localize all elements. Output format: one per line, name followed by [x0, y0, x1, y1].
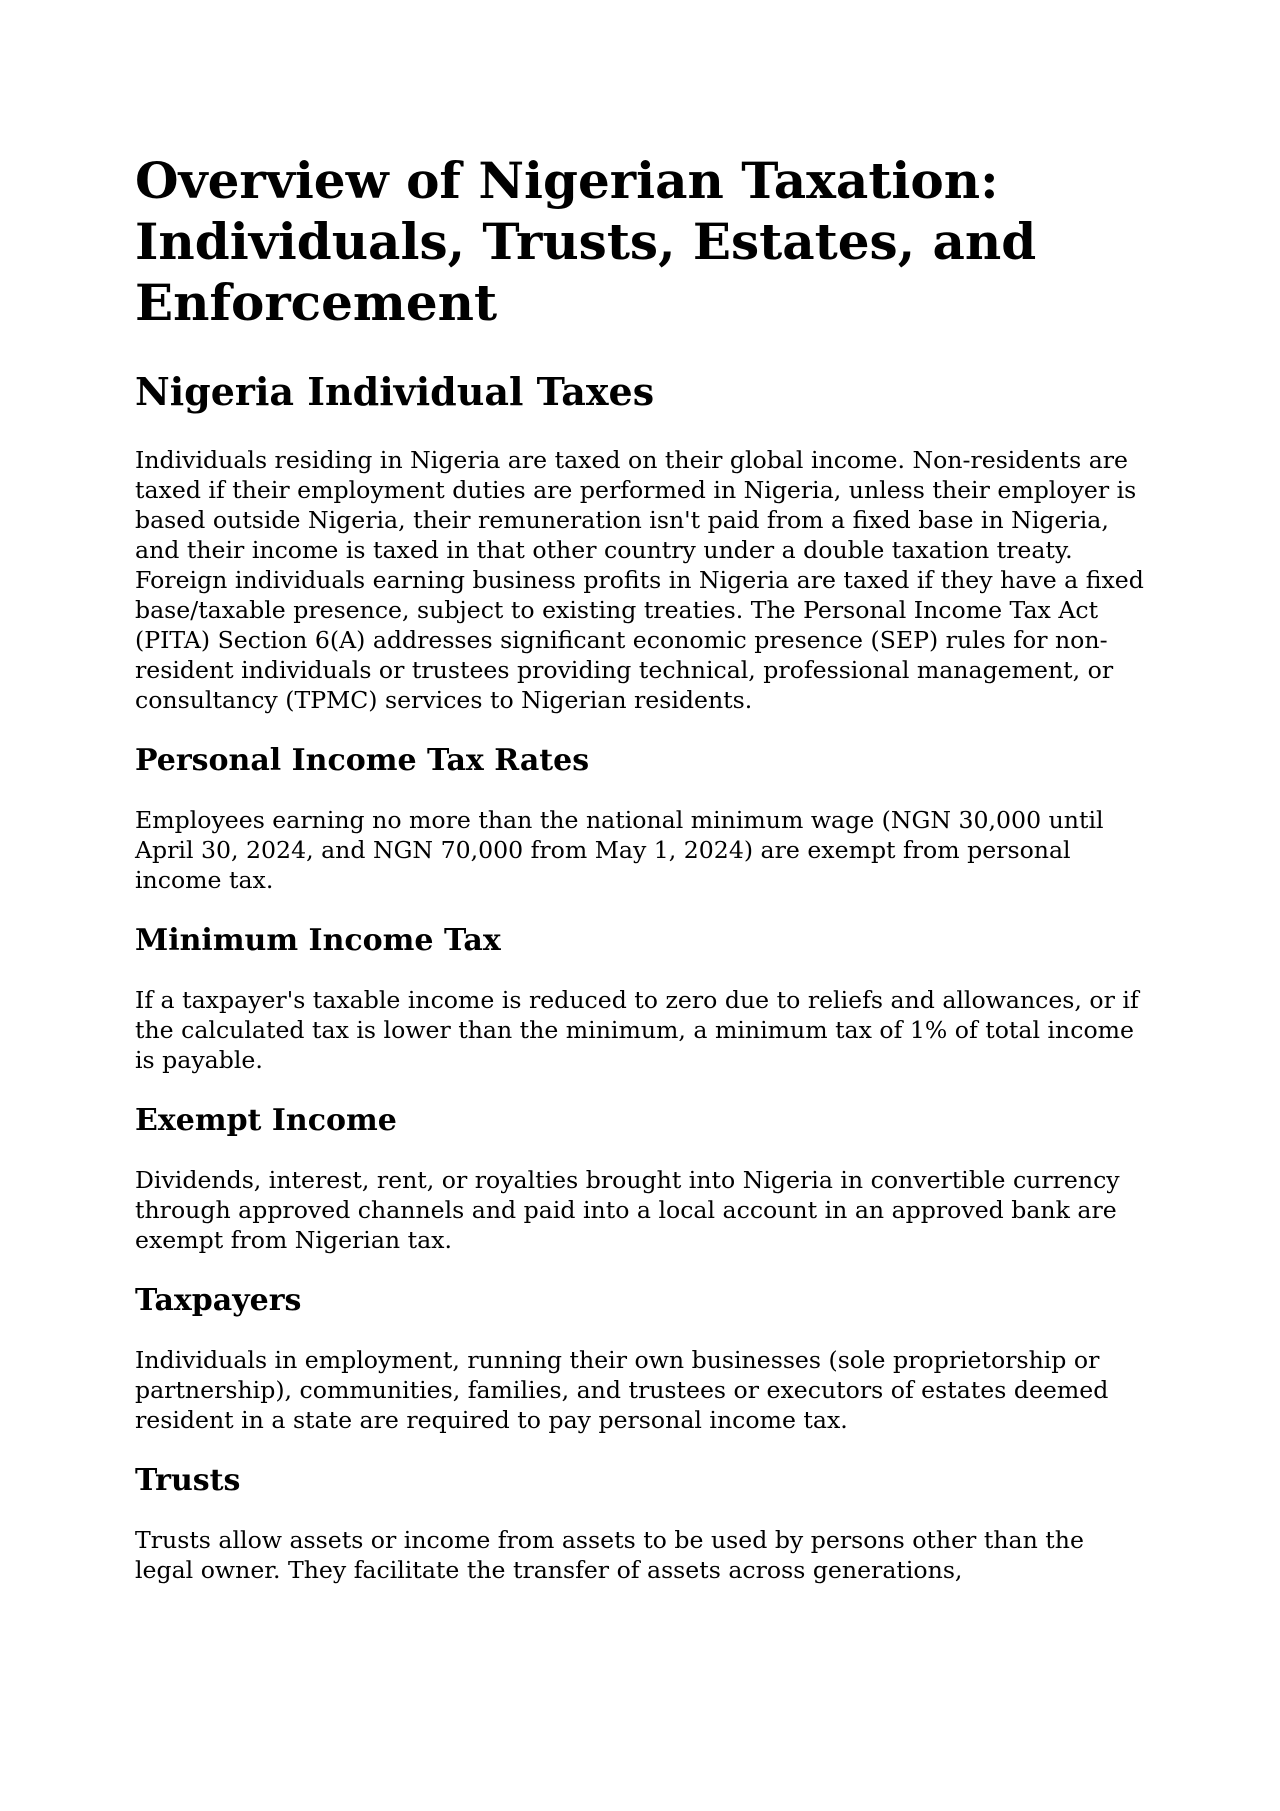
intro-paragraph: Individuals residing in Nigeria are taxed on their global income. Non-residents are taxed if their employment duties are performed in Nigeria, unless their employer is based outside Nigeria, their remuneration isn't paid from a fixed base in Nigeria, and their income is taxed in that other country under a double taxation treaty. Foreign individuals earning business profits in Nigeria are taxed if they have a fixed base/taxable presence, subject to existing treaties. The Personal Income Tax Act (PITA) Section 6(A) addresses significant economic presence (SEP) rules for non-resident individuals or trustees providing technical, professional management, or consultancy (TPMC) services to Nigerian residents. — [135, 446, 1144, 714]
paragraph-trusts: Trusts allow assets or income from assets to be used by persons other than the legal owner. They facilitate the transfer of assets across generations, — [135, 1526, 1084, 1584]
paragraph-personal-income-tax-rates: Employees earning no more than the national minimum wage (NGN 30,000 until April 30, 2024, and NGN 70,000 from May 1, 2024) are exempt from personal income tax. — [135, 806, 1104, 894]
subheading-minimum-income-tax: Minimum Income Tax — [135, 923, 501, 958]
paragraph-taxpayers: Individuals in employment, running their own businesses (sole proprietorship or partnership), communities, families, and trustees or executors of estates deemed resident in a state are required to pay personal income tax. — [135, 1346, 1109, 1434]
subheading-personal-income-tax-rates: Personal Income Tax Rates — [135, 743, 590, 778]
paragraph-minimum-income-tax: If a taxpayer's taxable income is reduced to zero due to reliefs and allowances, or if the calculated tax is lower than the minimum, a minimum tax of 1% of total income is payable. — [135, 986, 1139, 1074]
document-title: Overview of Nigerian Taxation: Individuals, Trusts, Estates, and Enforcement — [135, 151, 1037, 332]
subheading-exempt-income: Exempt Income — [135, 1103, 397, 1138]
section-heading-individual-taxes: Nigeria Individual Taxes — [135, 369, 655, 414]
document-page — [135, 150, 1145, 1613]
subheading-taxpayers: Taxpayers — [135, 1283, 302, 1318]
paragraph-exempt-income: Dividends, interest, rent, or royalties brought into Nigeria in convertible currency through approved channels and paid into a local account in an approved bank are exempt from Nigerian tax. — [135, 1166, 1120, 1254]
subheading-trusts: Trusts — [135, 1463, 241, 1498]
